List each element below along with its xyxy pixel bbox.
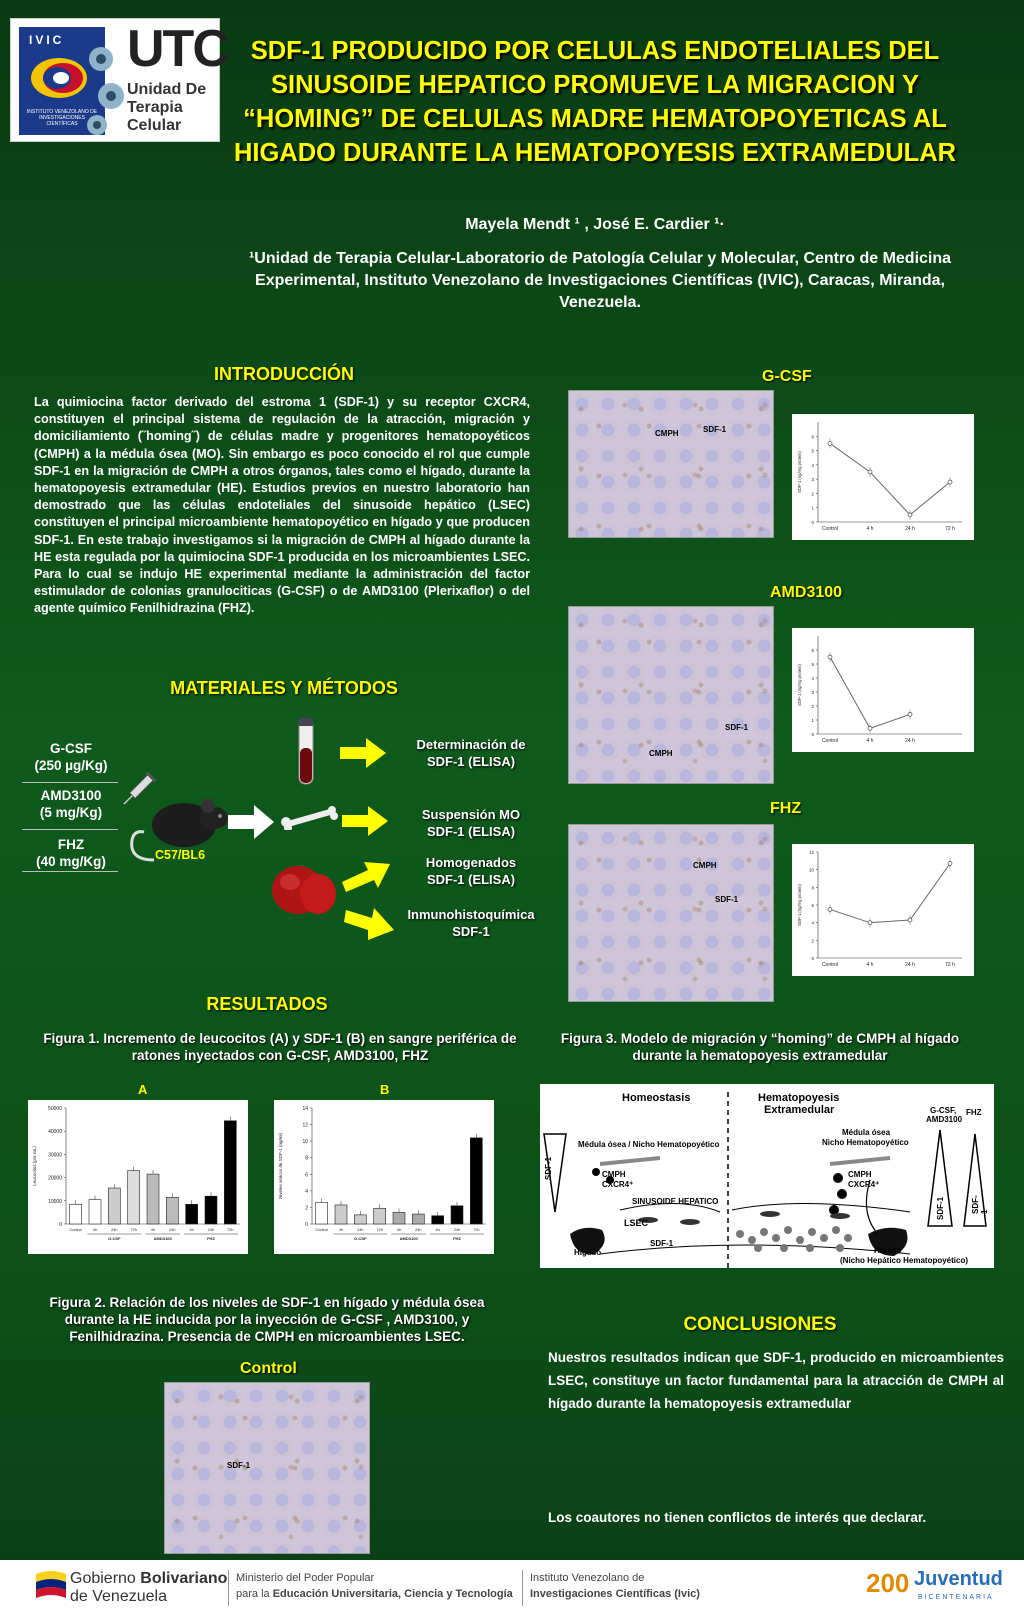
- y-tick-label: 10: [302, 1139, 308, 1146]
- model-cmph-left: CMPH: [602, 1170, 626, 1179]
- ministerio-line-1: Ministerio del Poder Popular: [236, 1572, 375, 1584]
- series-line: [830, 863, 950, 922]
- venezuela-text: de Venezuela: [70, 1588, 167, 1605]
- bar: [393, 1212, 405, 1224]
- y-tick-label: 10: [808, 867, 814, 873]
- data-point: [828, 441, 832, 445]
- fig1b-title: B: [380, 1082, 390, 1097]
- gobierno-text: [70, 1570, 227, 1588]
- ivic-logo-text: IVIC: [29, 33, 65, 47]
- chart-gcsf: [792, 414, 974, 540]
- y-tick-label: 2: [811, 938, 814, 944]
- y-tick-label: 2: [811, 704, 814, 709]
- bar: [224, 1121, 236, 1224]
- chart-fig1b: [274, 1100, 494, 1254]
- x-tick-label: 4h: [396, 1228, 402, 1232]
- y-tick-label: 0: [305, 1222, 308, 1228]
- fig1a-title: A: [138, 1082, 148, 1097]
- bar: [451, 1206, 463, 1224]
- x-tick-label: Control: [69, 1228, 82, 1232]
- method-output-1: [396, 736, 546, 770]
- model-cxcr4-right: CXCR4⁺: [848, 1180, 880, 1189]
- x-tick-label: 24h: [207, 1228, 215, 1232]
- group-label: G-CSF: [108, 1236, 121, 1241]
- micro-label-cmph: CMPH: [655, 429, 679, 438]
- stem-cells-icon: [83, 41, 133, 137]
- model-higado-nicho: (Nicho Hepático Hematopoyético): [840, 1256, 969, 1265]
- bar: [128, 1171, 140, 1224]
- bar: [316, 1202, 328, 1224]
- dose-divider: [22, 871, 118, 872]
- bar: [335, 1205, 347, 1224]
- micro-label-sdf1: SDF-1: [227, 1461, 251, 1470]
- ivic-footer-line-1: Instituto Venezolano de: [530, 1572, 645, 1584]
- venezuela-flag-icon: [34, 1568, 68, 1604]
- chart-amd3100-svg: [792, 628, 974, 752]
- chart-fig1a-svg: [28, 1100, 248, 1254]
- yellow-arrow-icon: [342, 806, 388, 836]
- x-tick-label: 72h: [473, 1228, 480, 1232]
- y-tick-label: 0: [59, 1222, 62, 1228]
- x-tick-label: 24h: [169, 1228, 176, 1232]
- panel-label-gcsf: G-CSF: [762, 368, 812, 385]
- chart-amd3100: [792, 628, 974, 752]
- conclusions-text: Nuestros resultados indican que SDF-1, producido en microambientes LSEC, constituye un factor fundamental para la atracción de CMPH al hígado durante la hematopoyesis extramedular: [548, 1350, 1004, 1411]
- y-tick-label: 2: [305, 1205, 308, 1212]
- x-tick-label: 4h: [150, 1228, 156, 1232]
- group-label: AMD3100: [399, 1236, 418, 1241]
- ministerio-line-2: [236, 1588, 513, 1600]
- data-point: [908, 513, 912, 517]
- x-tick-label: 24 h: [905, 526, 915, 532]
- dose-fhz-name: FHZ: [57, 837, 85, 852]
- y-tick-label: 1: [811, 718, 814, 723]
- results-heading: RESULTADOS: [206, 994, 328, 1014]
- model-sdf1-left: SDF-1: [544, 1156, 553, 1180]
- method-output-3-line-1: Homogenados: [425, 855, 517, 870]
- x-tick-label: 4 h: [866, 738, 874, 744]
- y-tick-label: 12: [302, 1122, 308, 1129]
- data-point: [828, 655, 832, 659]
- data-point: [868, 470, 872, 474]
- fig2-caption: Figura 2. Relación de los niveles de SDF-1 en hígado y médula ósea durante la HE inducida por la inyección de G-CSF , AMD3100, y Fenilhidrazina. Presencia de CMPH en microambientes LSEC.: [49, 1295, 485, 1344]
- bone-icon: [280, 806, 338, 830]
- utc-line-1: Unidad De: [127, 81, 207, 98]
- ministerio-line-2-a: para la: [236, 1588, 273, 1600]
- ministerio-line-2-b: Educación Universitaria, Ciencia y Tecnología: [272, 1588, 513, 1600]
- series-line: [830, 443, 950, 514]
- footer-divider: [228, 1570, 229, 1606]
- data-point: [948, 480, 952, 484]
- juventud-subtitle: BICENTENARIA: [918, 1594, 994, 1601]
- page-title: SDF-1 PRODUCIDO POR CELULAS ENDOTELIALES DEL SINUSOIDE HEPATICO PROMUEVE LA MIGRACION Y “HOMING” DE CELULAS MADRE HEMATOPOYETICAS AL HIGADO DURANTE LA HEMATOPOYESIS EXTRAMEDULAR: [233, 37, 957, 167]
- model-diagram: [540, 1084, 994, 1268]
- model-cxcr4-left: CXCR4⁺: [602, 1180, 634, 1189]
- x-tick-label: Control: [821, 526, 839, 532]
- y-tick-label: 40000: [48, 1129, 62, 1136]
- y-tick-label: 8: [305, 1155, 308, 1162]
- model-he-line-1: Hematopoyesis: [758, 1092, 840, 1104]
- bar: [205, 1196, 217, 1224]
- model-lsec: LSEC: [624, 1218, 649, 1228]
- series-line: [830, 657, 910, 728]
- y-tick-label: 30000: [48, 1152, 62, 1159]
- x-tick-label: 4h: [435, 1228, 440, 1232]
- gobierno-text-a: Gobierno: [70, 1570, 141, 1587]
- dose-gcsf-name: G-CSF: [50, 741, 92, 756]
- panel-label-amd3100: AMD3100: [770, 584, 843, 601]
- dose-divider: [22, 782, 118, 783]
- x-tick-label: 24 h: [905, 962, 915, 968]
- methods-heading: MATERIALES Y MÉTODOS: [170, 678, 398, 698]
- y-axis-label: SDF-1 (ng/mg protein): [797, 884, 802, 926]
- data-point: [908, 918, 912, 922]
- data-point: [828, 907, 832, 911]
- y-tick-label: 0: [811, 956, 814, 961]
- blood-tube-icon: [296, 718, 316, 788]
- intro-heading: INTRODUCCIÓN: [214, 364, 354, 384]
- data-point: [868, 921, 872, 925]
- model-cmph-right: CMPH: [848, 1170, 872, 1179]
- dose-divider: [22, 829, 118, 830]
- y-axis-label: Leucocitos (por mL): [32, 1146, 37, 1186]
- bar: [70, 1204, 82, 1224]
- x-tick-label: 72 h: [945, 962, 955, 968]
- method-output-4-line-1: Inmunohistoquímica: [407, 907, 535, 922]
- fig1-caption: Figura 1. Incremento de leucocitos (A) y SDF-1 (B) en sangre periférica de ratones inyectados con G-CSF, AMD3100, FHZ: [43, 1031, 517, 1063]
- x-tick-label: 24 h: [905, 738, 915, 744]
- y-tick-label: 3: [811, 690, 814, 695]
- ivic-logo-subtitle: INSTITUTO VENEZOLANO DE INVESTIGACIONES CIENTÍFICAS: [26, 109, 98, 127]
- dose-fhz: [16, 836, 126, 870]
- y-tick-label: 6: [811, 903, 814, 908]
- control-label: Control: [240, 1360, 297, 1377]
- y-tick-label: 6: [811, 648, 814, 653]
- y-tick-label: 8: [811, 885, 814, 891]
- bicentenario-logo: 200: [866, 1568, 910, 1598]
- method-output-4-line-2: SDF-1: [452, 924, 490, 939]
- y-tick-label: 5: [811, 662, 814, 667]
- x-tick-label: 72h: [130, 1228, 137, 1232]
- y-tick-label: 3: [811, 477, 814, 483]
- model-gcsf-line-2: AMD3100: [926, 1115, 963, 1124]
- gobierno-text-b: Bolivariano: [140, 1570, 228, 1587]
- x-tick-label: 4h: [338, 1228, 344, 1232]
- method-output-3: [396, 854, 546, 888]
- x-tick-label: 72 h: [945, 526, 955, 532]
- footer: [0, 1560, 1024, 1618]
- chart-fhz-svg: [792, 844, 974, 976]
- bar: [108, 1188, 120, 1224]
- chart-fig1b-svg: [274, 1100, 494, 1254]
- chart-gcsf-svg: [792, 414, 974, 540]
- x-tick-label: 72h: [376, 1228, 383, 1232]
- chart-fhz: [792, 844, 974, 976]
- y-tick-label: 1: [811, 505, 814, 511]
- bar: [470, 1138, 482, 1224]
- model-mo-line-2: Nicho Hematopoyético: [822, 1138, 909, 1147]
- group-label: FHZ: [453, 1236, 461, 1241]
- model-higado-right: Hígado: [874, 1246, 902, 1255]
- y-axis-label: Niveles séricos de SDF-1 (ng/ml): [278, 1132, 283, 1200]
- x-tick-label: 24h: [357, 1228, 364, 1232]
- model-sdf1-fhz: SDF-1: [971, 1195, 989, 1214]
- y-tick-label: 2: [811, 491, 814, 497]
- method-output-4: [396, 906, 546, 940]
- micro-label-sdf1: SDF-1: [725, 723, 749, 732]
- y-tick-label: 6: [305, 1172, 308, 1179]
- white-arrow-icon: [228, 805, 274, 839]
- model-sinusoide: SINUSOIDE HEPATICO: [632, 1197, 719, 1206]
- dose-fhz-amount: (40 mg/Kg): [36, 854, 106, 869]
- x-tick-label: Control: [821, 738, 839, 744]
- group-label: G-CSF: [354, 1236, 367, 1241]
- group-label: FHZ: [207, 1236, 215, 1241]
- model-he-line-2: Extramedular: [764, 1104, 835, 1116]
- model-gcsf-line-1: G-CSF,: [930, 1106, 957, 1115]
- utc-line-2: Terapia: [127, 99, 183, 116]
- x-tick-label: 4h: [92, 1228, 98, 1232]
- x-tick-label: 24h: [415, 1228, 422, 1232]
- authors: Mayela Mendt ¹ , José E. Cardier ¹·: [465, 216, 725, 233]
- x-tick-label: 4h: [189, 1228, 194, 1232]
- micrograph-control: [164, 1382, 370, 1554]
- logo-box: [10, 18, 228, 142]
- model-mo-line-1: Médula ósea: [842, 1128, 891, 1137]
- y-axis-label: SDF-1 (ng/mg protein): [797, 664, 802, 706]
- x-tick-label: 72h: [227, 1228, 234, 1232]
- micrograph-gcsf: [568, 390, 774, 538]
- data-point: [868, 726, 872, 730]
- y-tick-label: 50000: [48, 1106, 62, 1112]
- y-tick-label: 4: [811, 462, 814, 468]
- panel-label-fhz: FHZ: [770, 800, 802, 817]
- yellow-arrow-icon: [340, 738, 386, 768]
- y-tick-label: 4: [811, 676, 814, 681]
- model-sdf1-right: SDF-1: [936, 1196, 945, 1220]
- micrograph-fhz: [568, 824, 774, 1002]
- affiliation: ¹Unidad de Terapia Celular-Laboratorio de Patología Celular y Molecular, Centro de Medicina Experimental, Instituto Venezolano de Investigaciones Científicas (IVIC), Caracas, Miranda, Venezuela.: [248, 250, 952, 311]
- micro-label-sdf1: SDF-1: [715, 895, 739, 904]
- y-tick-label: 10000: [48, 1198, 62, 1205]
- dose-gcsf-amount: (250 µg/Kg): [34, 758, 108, 773]
- x-tick-label: 4 h: [866, 962, 874, 968]
- micro-label-cmph: CMPH: [693, 861, 717, 870]
- method-output-1-line-1: Determinación de: [416, 737, 526, 752]
- x-tick-label: 4 h: [866, 526, 874, 532]
- utc-line-3: Celular: [127, 117, 182, 134]
- y-tick-label: 0: [811, 520, 814, 525]
- method-output-2: [396, 806, 546, 840]
- x-tick-label: 24h: [453, 1228, 461, 1232]
- y-tick-label: 4: [305, 1188, 308, 1195]
- dose-amd3100-name: AMD3100: [40, 788, 102, 803]
- ivic-footer-line-2: Investigaciones Científicas (Ivic): [530, 1588, 700, 1600]
- model-sdf1-bottom: SDF-1: [650, 1239, 674, 1248]
- bar: [432, 1216, 444, 1224]
- bar: [89, 1200, 101, 1224]
- group-label: AMD3100: [153, 1236, 172, 1241]
- bar: [412, 1214, 424, 1224]
- x-tick-label: 24h: [111, 1228, 118, 1232]
- chart-fig1a: [28, 1100, 248, 1254]
- method-output-1-line-2: SDF-1 (ELISA): [426, 754, 516, 769]
- micrograph-amd3100: [568, 606, 774, 784]
- y-tick-label: 4: [811, 920, 814, 926]
- conflict-statement: Los coautores no tienen conflictos de interés que declarar.: [548, 1510, 927, 1525]
- x-tick-label: Control: [821, 962, 839, 968]
- dose-gcsf: [16, 740, 126, 774]
- fig3-caption: Figura 3. Modelo de migración y “homing” de CMPH al hígado durante la hematopoyesis extramedular: [560, 1031, 960, 1063]
- conclusions-heading: CONCLUSIONES: [683, 1314, 837, 1335]
- footer-divider: [522, 1570, 523, 1606]
- bar: [166, 1197, 178, 1224]
- y-tick-label: 12: [808, 850, 814, 855]
- y-tick-label: 6: [811, 434, 814, 440]
- model-mo-nicho: Médula ósea / Nicho Hematopoyético: [578, 1140, 720, 1149]
- model-higado-left: Hígado: [574, 1248, 602, 1257]
- data-point: [908, 712, 912, 716]
- model-homeostasis: Homeostasis: [622, 1092, 691, 1104]
- y-tick-label: 20000: [48, 1175, 62, 1182]
- dose-amd3100-amount: (5 mg/Kg): [39, 805, 103, 820]
- intro-text: La quimiocina factor derivado del estroma 1 (SDF-1) y su receptor CXCR4, constituyen el principal sistema de regulación de la atracción, migración y domiciliamiento (˝homing˝) de células madre y progenitores hematopoyéticos (CMPH) a la médula ósea (MO). Sin embargo es poco conocido el rol que cumple SDF-1 en la migración de CMPH a otros órganos, tales como el hígado, durante la hematopoyesis extramedular (HE). Estudios previos en nuestro laboratorio han demostrado que las células endoteliales del sinusoide hepático (LSEC) constituyen el principal microambiente hematopoyético en hígado y que producen SDF-1. En este trabajo investigamos si la migración de CMPH al hígado durante la HE esta regulada por la quimiocina SDF-1 producida en los microambientes LSEC. Para lo cual se indujo HE experimental mediante la administración del factor estimulador de colonias granulociticas (G-CSF) o de AMD3100 (Plerixaflor) o del agente químico Fenilhidrazina (FHZ).: [34, 395, 530, 616]
- method-output-2-line-2: SDF-1 (ELISA): [426, 824, 516, 839]
- x-tick-label: Control: [315, 1228, 328, 1232]
- micro-label-sdf1: SDF-1: [703, 425, 727, 434]
- bar: [354, 1215, 366, 1224]
- micro-label-cmph: CMPH: [649, 749, 673, 758]
- y-tick-label: 0: [811, 732, 814, 737]
- bar: [147, 1174, 159, 1224]
- y-tick-label: 5: [811, 448, 814, 454]
- mouse-strain-label: C57/BL6: [155, 848, 206, 862]
- bar: [186, 1204, 198, 1224]
- bar: [374, 1208, 386, 1224]
- method-output-3-line-2: SDF-1 (ELISA): [426, 872, 516, 887]
- utc-logo-text: UTC: [127, 20, 228, 78]
- yellow-arrow-icon: [344, 906, 396, 942]
- data-point: [948, 861, 952, 865]
- method-output-2-line-1: Suspensión MO: [421, 807, 521, 822]
- juventud-logo: Juventud: [914, 1568, 1003, 1590]
- dose-amd3100: [16, 787, 126, 821]
- y-tick-label: 14: [302, 1106, 308, 1112]
- model-fhz: FHZ: [966, 1108, 982, 1117]
- y-axis-label: SDF-1 (ng/mg protein): [797, 451, 802, 493]
- liver-icon: [268, 860, 340, 920]
- yellow-arrow-icon: [342, 858, 394, 894]
